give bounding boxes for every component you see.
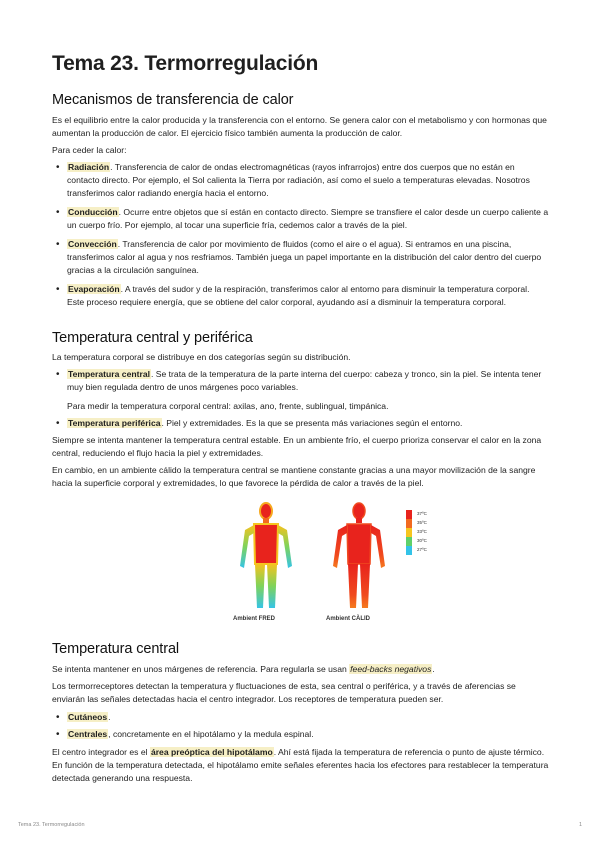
term-centrales: Centrales — [68, 729, 108, 739]
list-item — [52, 283, 549, 309]
scale-label: 30ºC — [417, 538, 427, 543]
list-item — [52, 417, 549, 430]
list-item-text: . Ocurre entre objetos que sí están en contacto directo. Siempre se transfiere el calor desde un cuerpo caliente a un cuerpo frío. Por ejemplo, al tocar una superficie fría, cedemos calor a través de la piel. — [67, 207, 549, 230]
list-item-text: . Piel y extremidades. Es la que se presenta más variaciones según el entorno. — [161, 418, 463, 428]
list-item — [52, 711, 314, 724]
term-conveccion: Convección — [68, 239, 117, 249]
cold-body-figure — [240, 503, 292, 608]
warm-body-figure — [333, 503, 385, 608]
list-item — [52, 728, 314, 741]
label-cold: Ambient FRED — [233, 616, 275, 622]
temperature-list — [52, 368, 549, 430]
text: El centro integrador es el — [52, 747, 150, 757]
paragraph-warm-environment: En cambio, en un ambiente cálido la temperatura central se mantiene constante gracias a una mayor movilización de la sangre hacia la superficie corporal y extremidades, lo que favorece la pérdida de calor a través de la piel. — [52, 465, 536, 488]
list-item-text: . Se trata de la temperatura de la parte interna del cuerpo: cabeza y tronco, sin la piel. Se intenta tener muy bien regulada dentro de unos márgenes poco variables. — [67, 369, 542, 392]
section-heading-temperatura-central: Temperatura central — [52, 641, 180, 657]
list-item — [52, 238, 549, 277]
list-item-text: . A través del sudor y de la respiración, transferimos calor al entorno para disminuir la temperatura corporal. Este proceso requiere energía, que se obtiene del calor corporal, ayudando así a disminuir la temperatura corporal. — [67, 284, 530, 307]
thermoregulation-figure — [230, 500, 430, 630]
paragraph-integrator-center — [52, 746, 549, 785]
scale-swatch-37 — [406, 510, 412, 519]
paragraph-transfer-lead: Para ceder la calor: — [52, 145, 127, 155]
text: . Ahí está fijada la temperatura de referencia o punto de ajuste térmico. En función de la temperatura detectada, el hipotálamo emite señales eferentes hacia los efectores para restablecer la temperatura detectada generando una respuesta. — [52, 747, 549, 783]
scale-label: 35ºC — [417, 520, 427, 525]
paragraph-distribution: La temperatura corporal se distribuye en dos categorías según su distribución. — [52, 352, 351, 362]
paragraph-transfer-intro: Es el equilibrio entre la calor producida y la transferencia con el entorno. Se genera calor con el metabolismo y con hormonas que aumentan la producción de calor. El ejercicio físico también aumenta la producción de calor. — [52, 115, 547, 138]
label-warm: Ambient CÀLID — [326, 616, 370, 622]
scale-swatch-35 — [406, 519, 412, 528]
list-item-text: . Transferencia de calor por movimiento de fluidos (como el aire o el agua). Si entramos en una piscina, transferimos calor al agua y nos resfriamos. También juega un papel importante en la distribución del calor dentro del cuerpo gracias a la circulación sanguínea. — [67, 239, 542, 275]
paragraph-thermoreceptors: Los termorreceptores detectan la temperatura y fluctuaciones de esta, sea central o periférica, y a través de aferencias se enviarán las señales detectadas hacia el centro integrador. Los receptores de temperatura pueden ser. — [52, 681, 516, 704]
term-cutaneos: Cutáneos — [68, 712, 108, 722]
term-evaporacion: Evaporación — [68, 284, 120, 294]
section-heading-central-periferica: Temperatura central y periférica — [52, 330, 253, 346]
term-feedbacks: feed-backs negativos — [350, 664, 432, 674]
term-temperatura-periferica: Temperatura periférica — [68, 418, 161, 428]
scale-swatch-33 — [406, 528, 412, 537]
transfer-list — [52, 161, 549, 309]
list-item — [52, 206, 549, 232]
list-item-text: . — [108, 712, 111, 722]
term-temperatura-central: Temperatura central — [68, 369, 150, 379]
scale-label: 27ºC — [417, 547, 427, 552]
term-radiacion: Radiación — [68, 162, 110, 172]
temperature-scale — [406, 510, 412, 555]
scale-swatch-27 — [406, 546, 412, 555]
list-item-text: , concretamente en el hipotálamo y la medula espinal. — [108, 729, 314, 739]
footer-title: Tema 23. Termorregulación — [18, 822, 85, 828]
page-title: Tema 23. Termorregulación — [52, 52, 319, 75]
list-item — [52, 161, 549, 200]
scale-label: 37ºC — [417, 511, 427, 516]
section-heading-transfer: Mecanismos de transferencia de calor — [52, 92, 294, 108]
page-number: 1 — [578, 822, 582, 828]
body-heatmap-image — [230, 500, 430, 630]
receptor-list — [52, 711, 314, 741]
measurement-sites: Para medir la temperatura corporal central: axilas, ano, frente, sublingual, timpánica. — [67, 401, 389, 411]
scale-label: 33ºC — [417, 529, 427, 534]
term-area-preoptica: área preóptica del hipotálamo — [150, 747, 273, 757]
text: Se intenta mantener en unos márgenes de referencia. Para regularla se usan — [52, 664, 350, 674]
list-subtext — [52, 400, 549, 413]
text: . — [432, 664, 435, 674]
paragraph-reference-margins — [52, 663, 435, 676]
scale-swatch-30 — [406, 537, 412, 546]
term-conduccion: Conducción — [68, 207, 118, 217]
paragraph-cold-environment: Siempre se intenta mantener la temperatura central estable. En un ambiente frío, el cuerpo prioriza conservar el calor en la zona central, reduciendo el flujo hacia la piel y extremidades. — [52, 435, 542, 458]
list-item-text: . Transferencia de calor de ondas electromagnéticas (rayos infrarrojos) entre dos cuerpos que no están en contacto directo. Por ejemplo, el Sol calienta la Tierra por radiación, así como el suelo a temperaturas elevadas. Nosotros transferimos calor radiando energía hacia el entorno. — [67, 162, 530, 198]
list-item — [52, 368, 549, 394]
